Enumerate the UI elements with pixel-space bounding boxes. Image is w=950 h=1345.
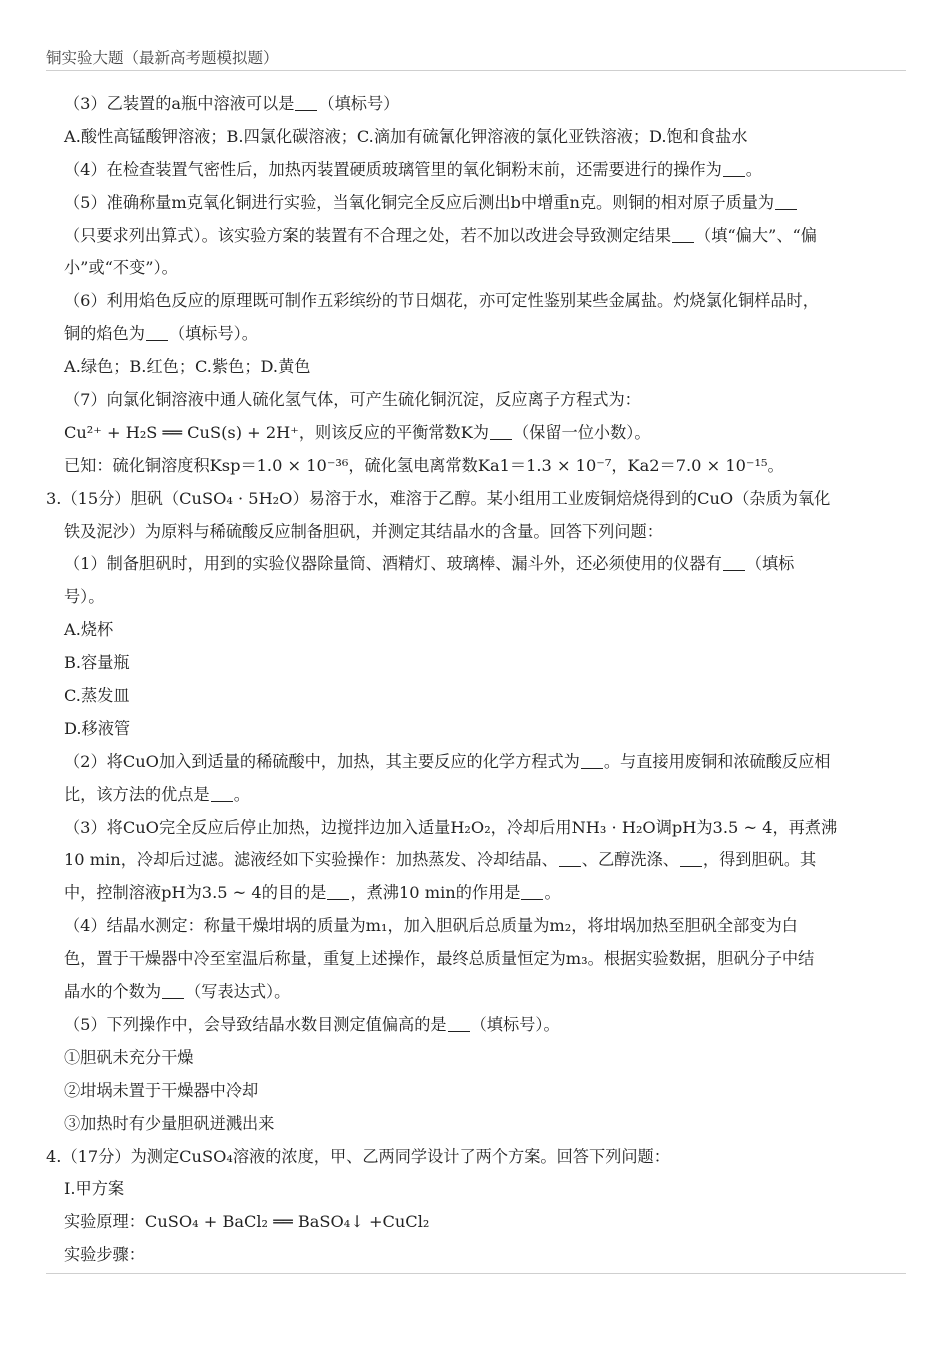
text-segment: 。 [233, 784, 250, 804]
text-segment: 10 min，冷却后过滤。滤液经如下实验操作：加热蒸发、冷却结晶、 [64, 850, 558, 870]
answer-blank [723, 158, 745, 177]
text-segment: 晶水的个数为 [64, 982, 162, 1002]
document-body [46, 88, 906, 1272]
text-line [46, 1141, 906, 1174]
text-line [46, 220, 906, 253]
text-line [46, 713, 906, 746]
document-title: 铜实验大题（最新高考题模拟题） [46, 49, 279, 67]
text-line [46, 1108, 906, 1141]
text-line [46, 384, 906, 417]
text-line [46, 1239, 906, 1272]
text-segment: （3）将CuO完全反应后停止加热，边搅拌边加入适量H₂O₂，冷却后用NH₃ · H₂O调pH为3.5 ~ 4，再煮沸 [64, 817, 838, 837]
text-segment: ②坩埚未置于干燥器中冷却 [64, 1080, 259, 1100]
page-header [46, 44, 906, 71]
text-line [46, 812, 906, 845]
text-segment: 实验步骤： [64, 1245, 145, 1265]
text-segment: I.甲方案 [64, 1179, 125, 1199]
text-segment: 中，控制溶液pH为3.5 ~ 4的目的是 [64, 883, 327, 903]
answer-blank [490, 421, 512, 440]
text-segment: 色，置于干燥器中冷至室温后称量，重复上述操作，最终总质量恒定为m₃。根据实验数据，胆矾分子中结 [64, 949, 815, 969]
text-line [46, 680, 906, 713]
text-segment: A.酸性高锰酸钾溶液；B.四氯化碳溶液；C.滴加有硫氰化钾溶液的氯化亚铁溶液；D.饱和食盐水 [64, 126, 748, 146]
text-line [46, 516, 906, 549]
answer-blank [211, 783, 233, 802]
text-line [46, 88, 906, 121]
text-segment: （5）下列操作中，会导致结晶水数目测定值偏高的是 [64, 1014, 447, 1034]
text-line [46, 943, 906, 976]
text-segment: 。 [745, 159, 762, 179]
text-line [46, 252, 906, 285]
text-line [46, 318, 906, 351]
text-line [46, 1009, 906, 1042]
answer-blank [327, 881, 349, 900]
text-segment: D.移液管 [64, 718, 131, 738]
text-segment: ③加热时有少量胆矾迸溅出来 [64, 1113, 275, 1133]
text-segment: （填标号）。 [470, 1014, 560, 1034]
text-segment: 4.（17分）为测定CuSO₄溶液的浓度，甲、乙两同学设计了两个方案。回答下列问题： [46, 1146, 670, 1166]
text-segment: （2）将CuO加入到适量的稀硫酸中，加热，其主要反应的化学方程式为 [64, 751, 580, 771]
text-line [46, 1206, 906, 1239]
text-segment: 、乙醇洗涤、 [581, 850, 679, 870]
text-line [46, 121, 906, 154]
answer-blank [775, 191, 797, 210]
text-line [46, 877, 906, 910]
text-segment: （6）利用焰色反应的原理既可制作五彩缤纷的节日烟花，亦可定性鉴别某些金属盐。灼烧氯化铜样品时， [64, 291, 819, 311]
text-segment: （只要求列出算式）。该实验方案的装置有不合理之处，若不加以改进会导致测定结果 [64, 225, 672, 245]
text-line [46, 746, 906, 779]
text-line [46, 285, 906, 318]
text-line [46, 417, 906, 450]
answer-blank [723, 552, 745, 571]
footer-divider [46, 1273, 906, 1274]
text-segment: 铜的焰色为 [64, 324, 145, 344]
text-segment: 小”或“不变”）。 [64, 258, 178, 278]
text-line [46, 581, 906, 614]
text-line [46, 483, 906, 516]
text-segment: ，煮沸10 min的作用是 [350, 883, 521, 903]
text-segment: A.绿色；B.红色；C.紫色；D.黄色 [64, 357, 311, 377]
text-line [46, 1075, 906, 1108]
text-line [46, 614, 906, 647]
text-segment: （4）在检查装置气密性后，加热丙装置硬质玻璃管里的氧化铜粉末前，还需要进行的操作为 [64, 159, 722, 179]
answer-blank [672, 224, 694, 243]
text-line [46, 351, 906, 384]
text-line [46, 187, 906, 220]
text-segment: （填标号） [318, 94, 400, 113]
text-segment: （1）制备胆矾时，用到的实验仪器除量筒、酒精灯、玻璃棒、漏斗外，还必须使用的仪器有 [64, 554, 722, 574]
answer-blank [521, 881, 543, 900]
text-line [46, 1042, 906, 1075]
text-segment: （5）准确称量m克氧化铜进行实验，当氧化铜完全反应后测出b中增重n克。则铜的相对原子质量为 [64, 192, 775, 212]
text-segment: 。与直接用废铜和浓硫酸反应相 [603, 751, 831, 771]
text-line [46, 779, 906, 812]
text-line [46, 910, 906, 943]
text-segment: 已知：硫化铜溶度积Ksp＝1.0 × 10⁻³⁶，硫化氢电离常数Ka1＝1.3 × 10⁻⁷，Ka2＝7.0 × 10⁻¹⁵。 [64, 455, 784, 475]
text-line [46, 548, 906, 581]
answer-blank [680, 848, 702, 867]
text-segment: （保留一位小数）。 [512, 422, 651, 442]
text-line [46, 154, 906, 187]
text-segment: （7）向氯化铜溶液中通人硫化氢气体，可产生硫化铜沉淀，反应离子方程式为： [64, 390, 641, 410]
text-segment: C.蒸发皿 [64, 686, 130, 706]
text-line [46, 450, 906, 483]
text-segment: A.烧杯 [64, 620, 114, 640]
text-segment: 实验原理：CuSO₄ + BaCl₂ ══ BaSO₄↓ +CuCl₂ [64, 1212, 430, 1232]
text-line [46, 647, 906, 680]
text-segment: B.容量瓶 [64, 653, 130, 673]
text-segment: ①胆矾未充分干燥 [64, 1047, 194, 1067]
text-segment: （3）乙装置的a瓶中溶液可以是 [64, 94, 295, 113]
text-segment: 号）。 [64, 587, 105, 607]
text-segment: 比，该方法的优点是 [64, 784, 210, 804]
answer-blank [146, 322, 168, 341]
text-line [46, 976, 906, 1009]
text-line [46, 1173, 906, 1206]
answer-blank [581, 750, 603, 769]
text-segment: （填标号）。 [168, 324, 258, 344]
text-segment: 。 [544, 883, 561, 903]
text-segment: Cu²⁺ + H₂S ══ CuS(s) + 2H⁺，则该反应的平衡常数K为 [64, 422, 489, 442]
text-segment: 3.（15分）胆矾（CuSO₄ · 5H₂O）易溶于水，难溶于乙醇。某小组用工业废铜焙烧得到的CuO（杂质为氧化 [46, 488, 831, 508]
answer-blank [559, 848, 581, 867]
text-segment: （填标 [745, 554, 795, 574]
text-segment: ，得到胆矾。其 [702, 850, 817, 870]
text-segment: （4）结晶水测定：称量干燥坩埚的质量为m₁，加入胆矾后总质量为m₂，将坩埚加热至胆矾全部变为白 [64, 916, 798, 936]
answer-blank [162, 980, 184, 999]
text-segment: 铁及泥沙）为原料与稀硫酸反应制备胆矾，并测定其结晶水的含量。回答下列问题： [64, 521, 663, 541]
answer-blank [448, 1013, 470, 1032]
text-segment: （填“偏大”、“偏 [695, 225, 817, 245]
text-line [46, 844, 906, 877]
answer-blank [295, 92, 317, 111]
text-segment: （写表达式）。 [185, 982, 291, 1002]
